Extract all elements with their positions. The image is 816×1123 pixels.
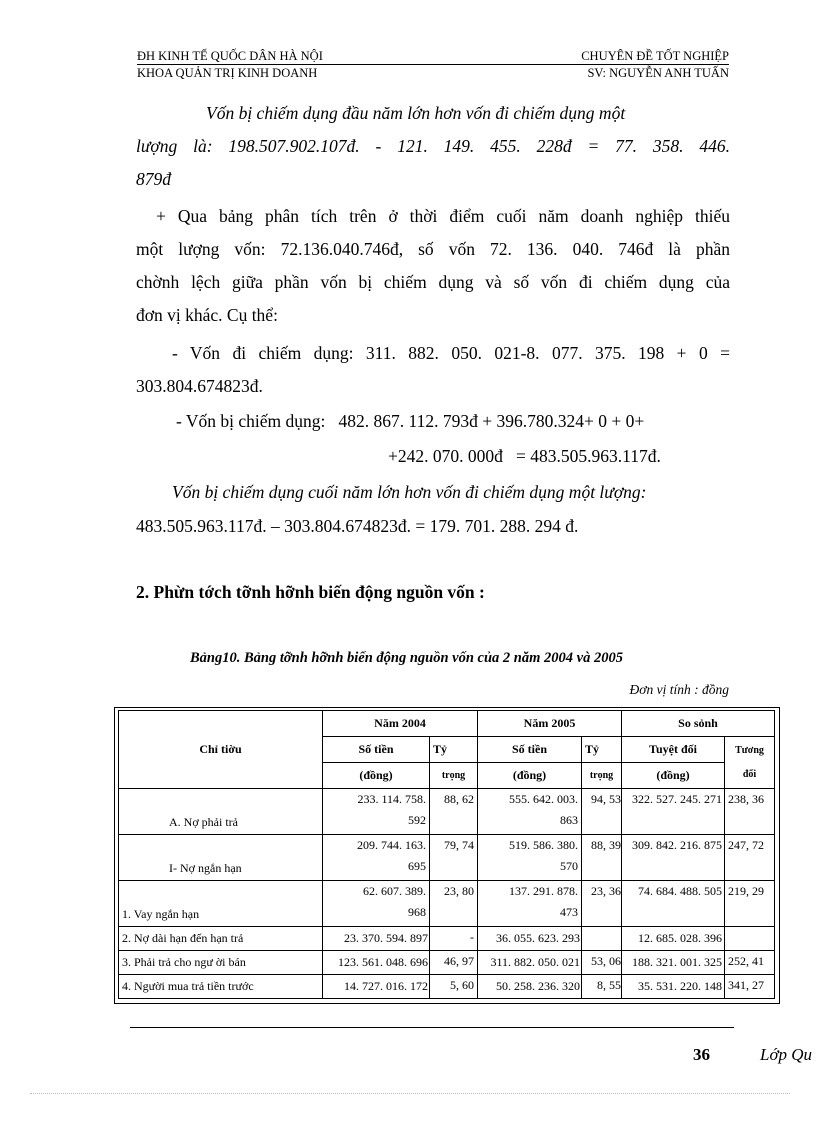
absolute-change: 322. 527. 245. 271 <box>622 789 725 835</box>
absolute-change: 12. 685. 028. 396 <box>622 927 725 951</box>
ratio-2004: 46, 97 <box>430 951 478 975</box>
p1-line3: 879đ <box>136 169 171 189</box>
footer-class-text: Lớp Qu <box>760 1045 813 1064</box>
amount-2004: 209. 744. 163. 695 <box>323 835 430 881</box>
compare-header: So sỏnh <box>622 711 775 737</box>
ratio-2004: 79, 74 <box>430 835 478 881</box>
p5-line1: Vốn bị chiếm dụng cuối năm lớn hơn vốn đi chiếm dụng một lượng: <box>172 482 647 502</box>
row-label: A. Nợ phải trả <box>119 789 323 835</box>
ratio-2004: 5, 60 <box>430 975 478 999</box>
ratio-2005-sub: trọng <box>582 763 622 789</box>
year-2004-header: Năm 2004 <box>323 711 478 737</box>
table-row <box>119 951 775 975</box>
ratio-2004: 88, 62 <box>430 789 478 835</box>
amount-2004: 123. 561. 048. 696 <box>323 951 430 975</box>
capital-table <box>118 710 775 999</box>
relative-change: 238, 36 <box>725 789 775 835</box>
p1-line2: lượng là: 198.507.902.107đ. - 121. 149. 455. 228đ = 77. 358. 446. <box>136 136 730 156</box>
ratio-2004-header: Tỷ <box>430 737 478 763</box>
ratio-2005: 88, 39 <box>582 835 622 881</box>
student-name: SV: NGUYỄN ANH TUẤN <box>587 66 729 80</box>
header-row-2 <box>137 66 729 80</box>
ratio-2005-header: Tỷ <box>582 737 622 763</box>
row-label: 4. Người mua trả tiền trước <box>119 975 323 999</box>
report-type: CHUYÊN ĐỀ TỐT NGHIỆP <box>581 49 729 63</box>
relative-header: Tương đối <box>725 737 775 789</box>
relative-change <box>725 927 775 951</box>
p2-line4: đơn vị khác. Cụ thể: <box>136 305 278 325</box>
unit-absolute-header: (đồng) <box>622 763 725 789</box>
footer-divider <box>130 1027 734 1028</box>
year-2005-header: Năm 2005 <box>478 711 622 737</box>
ratio-2005 <box>582 927 622 951</box>
relative-change: 247, 72 <box>725 835 775 881</box>
p3-line2: 303.804.674823đ. <box>136 376 263 396</box>
p1-line1: Vốn bị chiếm dụng đầu năm lớn hơn vốn đi chiếm dụng một <box>206 103 626 123</box>
amount-2004: 23. 370. 594. 897 <box>323 927 430 951</box>
page-edge-dots <box>30 1093 790 1094</box>
table-caption: Bảng10. Bảng tỡnh hỡnh biến động nguồn vốn của 2 năm 2004 và 2005 <box>190 650 623 666</box>
unit-2005-header: (đồng) <box>478 763 582 789</box>
amount-2005: 36. 055. 623. 293 <box>478 927 582 951</box>
amount-2005: 519. 586. 380. 570 <box>478 835 582 881</box>
ratio-2004-sub: trọng <box>430 763 478 789</box>
absolute-change: 188. 321. 001. 325 <box>622 951 725 975</box>
table-row <box>119 789 775 835</box>
ratio-2005: 53, 06 <box>582 951 622 975</box>
table-row <box>119 835 775 881</box>
p3-line1: - Vốn đi chiếm dụng: 311. 882. 050. 021-8. 077. 375. 198 + 0 = <box>172 343 730 363</box>
amount-2004-header: Số tiền <box>323 737 430 763</box>
amount-2004: 14. 727. 016. 172 <box>323 975 430 999</box>
table-row <box>119 927 775 951</box>
absolute-header: Tuyệt đối <box>622 737 725 763</box>
p2-line3: chờnh lệch giữa phần vốn bị chiếm dụng và số vốn đi chiếm dụng của <box>136 272 730 292</box>
header-row-1 <box>137 49 729 63</box>
ratio-2004: - <box>430 927 478 951</box>
ratio-2005: 94, 53 <box>582 789 622 835</box>
amount-2005: 50. 258. 236. 320 <box>478 975 582 999</box>
relative-change: 341, 27 <box>725 975 775 999</box>
amount-2005-header: Số tiền <box>478 737 582 763</box>
university-name: ĐH KINH TẾ QUỐC DÂN HÀ NỘI <box>137 49 323 63</box>
p2-line1: + Qua bảng phân tích trên ở thời điểm cuối năm doanh nghiệp thiếu <box>156 206 730 226</box>
p4-line2: +242. 070. 000đ = 483.505.963.117đ. <box>388 446 661 466</box>
relative-change: 252, 41 <box>725 951 775 975</box>
relative-change: 219, 29 <box>725 881 775 927</box>
p5-line2: 483.505.963.117đ. – 303.804.674823đ. = 179. 701. 288. 294 đ. <box>136 516 579 536</box>
page-number: 36 <box>693 1045 710 1064</box>
ratio-2005: 23, 36 <box>582 881 622 927</box>
amount-2005: 137. 291. 878. 473 <box>478 881 582 927</box>
ratio-2005: 8, 55 <box>582 975 622 999</box>
table-frame <box>114 707 780 1004</box>
faculty-name: KHOA QUẢN TRỊ KINH DOANH <box>137 66 318 80</box>
absolute-change: 35. 531. 220. 148 <box>622 975 725 999</box>
p2-line2: một lượng vốn: 72.136.040.746đ, số vốn 72. 136. 040. 746đ là phần <box>136 239 730 259</box>
absolute-change: 309. 842. 216. 875 <box>622 835 725 881</box>
amount-2005: 311. 882. 050. 021 <box>478 951 582 975</box>
amount-2004: 233. 114. 758. 592 <box>323 789 430 835</box>
unit-note: Đơn vị tính : đồng <box>629 682 729 697</box>
ratio-2004: 23, 80 <box>430 881 478 927</box>
table-row <box>119 975 775 999</box>
criteria-header: Chỉ tiờu <box>119 711 323 789</box>
unit-2004-header: (đồng) <box>323 763 430 789</box>
table-row <box>119 881 775 927</box>
row-label: 1. Vay ngắn hạn <box>119 881 323 927</box>
amount-2004: 62. 607. 389. 968 <box>323 881 430 927</box>
row-label: 3. Phải trả cho ngư ời bán <box>119 951 323 975</box>
p4-line1: - Vốn bị chiếm dụng: 482. 867. 112. 793đ + 396.780.324+ 0 + 0+ <box>176 411 645 431</box>
header-divider <box>137 64 729 65</box>
row-label: I- Nợ ngắn hạn <box>119 835 323 881</box>
row-label: 2. Nợ dài hạn đến hạn trả <box>119 927 323 951</box>
section-heading: 2. Phừn tớch tỡnh hỡnh biến động nguồn vốn : <box>136 582 485 602</box>
absolute-change: 74. 684. 488. 505 <box>622 881 725 927</box>
amount-2005: 555. 642. 003. 863 <box>478 789 582 835</box>
